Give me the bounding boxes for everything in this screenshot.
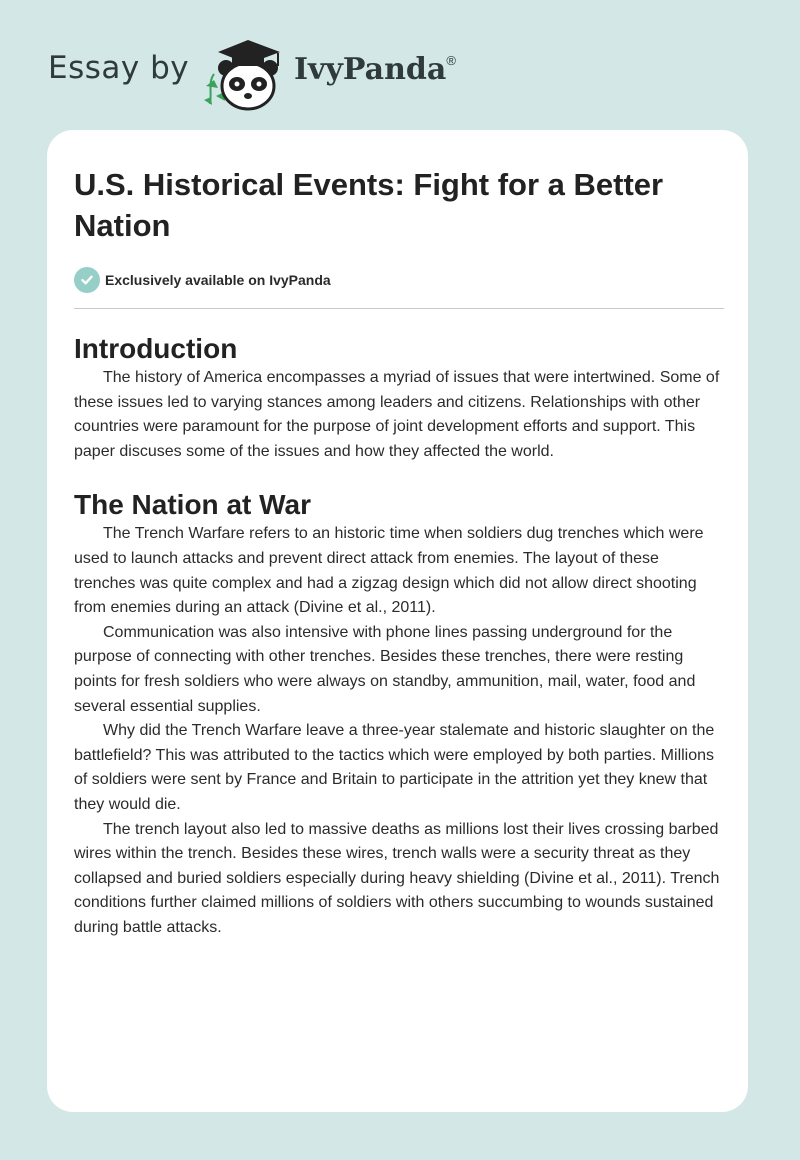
registered-mark: ® bbox=[446, 53, 456, 68]
site-header bbox=[48, 30, 748, 110]
paragraph: The Trench Warfare refers to an historic time when soldiers dug trenches which were used to launch attacks and prevent direct attack from enemies. The layout of these trenches was quite complex and had a zigzag design which did not allow direct shooting from enemies during an attack (Divine et al., 2011). bbox=[74, 525, 704, 617]
article-card bbox=[47, 130, 748, 1112]
article-title: U.S. Historical Events: Fight for a Better Nation bbox=[74, 167, 664, 243]
article-content bbox=[74, 164, 724, 940]
brand-name[interactable] bbox=[294, 52, 456, 87]
panda-logo-icon[interactable] bbox=[200, 34, 292, 112]
check-circle-icon bbox=[74, 267, 100, 293]
paragraph: The trench layout also led to massive deaths as millions lost their lives crossing barbed wires within the trench. Besides these wires, trench walls were a security threat as they collapsed and buried soldiers especially during heavy shielding (Divine et al., 2011). Trench conditions further claimed millions of soldiers with others succumbing to wounds sustained during battle attacks. bbox=[74, 820, 720, 936]
exclusive-badge bbox=[74, 267, 724, 293]
paragraph: The history of America encompasses a myriad of issues that were intertwined. Some of these issues led to varying stances among leaders and citizens. Relationships with other countries were paramount for the purpose of joint development efforts and support. This paper discuses some of the issues and how they affected the world. bbox=[74, 369, 720, 460]
paragraph: Why did the Trench Warfare leave a three-year stalemate and historic slaughter on the battlefield? This was attributed to the tactics which were employed by both parties. Millions of soldiers were sent by France and Britain to participate in the attrition yet they knew that they would die. bbox=[74, 722, 715, 813]
essay-by-label: Essay by bbox=[48, 50, 190, 86]
paragraph: Communication was also intensive with phone lines passing underground for the purpose of connecting with other trenches. Besides these trenches, there were resting points for fresh soldiers who were always on standby, ammunition, mail, water, food and several essential supplies. bbox=[74, 623, 696, 715]
divider bbox=[74, 308, 724, 309]
badge-label: Exclusively available on IvyPanda bbox=[105, 272, 331, 288]
section-heading-nation-at-war: The Nation at War bbox=[74, 489, 311, 521]
section-heading-introduction: Introduction bbox=[74, 333, 238, 364]
brand-text: IvyPanda bbox=[294, 52, 447, 87]
